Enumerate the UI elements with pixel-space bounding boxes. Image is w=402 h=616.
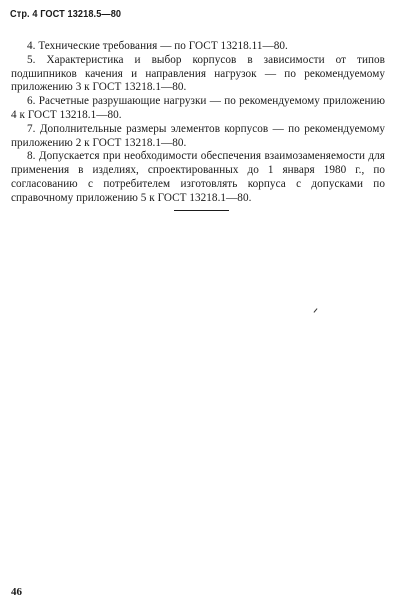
document-body: [11, 40, 385, 206]
paragraph-additional-dimensions: 7. Дополнительные размеры элементов корпусов — по рекомендуемому приложению 2 к ГОСТ 13218.1—80.: [11, 122, 385, 149]
section-divider: [174, 210, 229, 211]
paragraph-technical-requirements: 4. Технические требования — по ГОСТ 13218.11—80.: [27, 40, 288, 52]
page-number: 46: [11, 586, 22, 598]
paragraph-housing-selection: 5. Характеристика и выбор корпусов в зависимости от типов подшипников качения и направления нагрузок — по рекомендуемому приложению 3 к ГОСТ 13218.1—80.: [11, 53, 385, 94]
paragraph-breaking-loads: 6. Расчетные разрушающие нагрузки — по рекомендуемому приложению 4 к ГОСТ 13218.1—80.: [11, 95, 385, 121]
paragraph-interchangeability: 8. Допускается при необходимости обеспечения взаимозаменяемости для применения в изделиях, спроектированных до 1 января 1980 г., по согласованию с потребителем изготовлять корпуса с допусками по справочному приложению 5 к ГОСТ 13218.1—80.: [11, 150, 385, 204]
page-header: Стр. 4 ГОСТ 13218.5—80: [10, 9, 122, 20]
print-artifact: [314, 308, 318, 312]
